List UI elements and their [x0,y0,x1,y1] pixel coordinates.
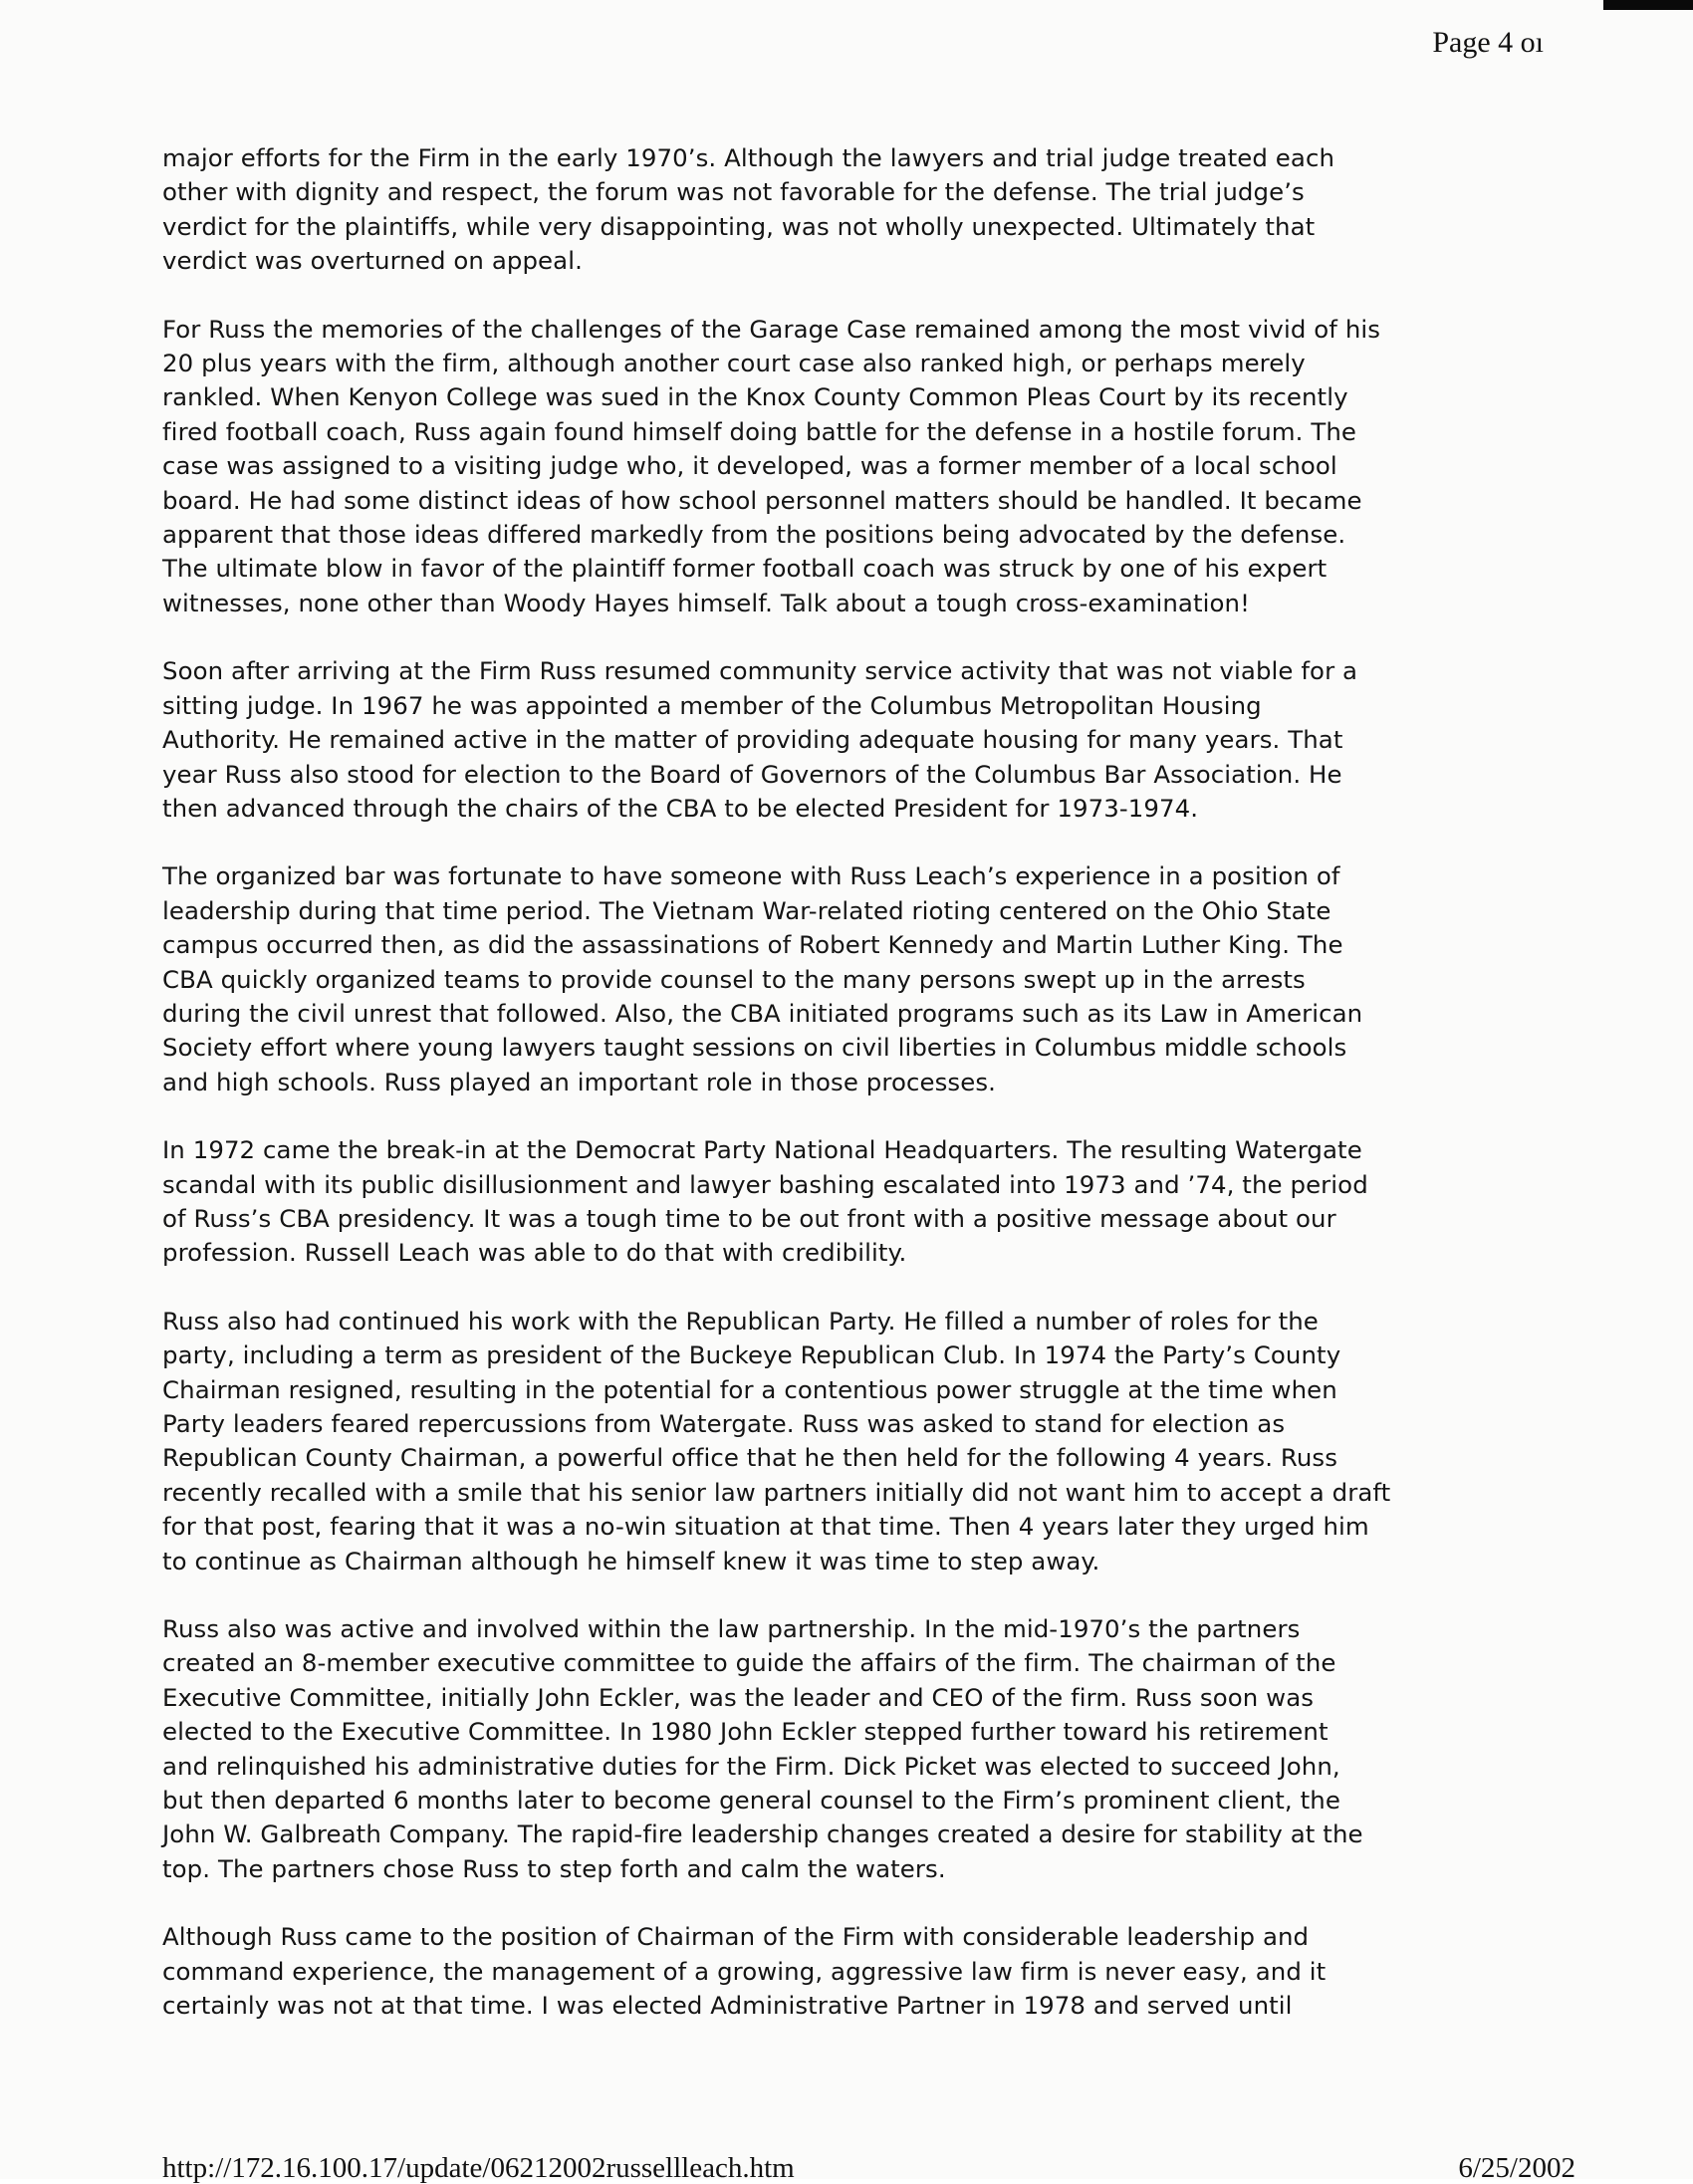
paragraph-chairman-of-firm: Although Russ came to the position of Chairman of the Firm with considerable leadership and command experience, the management of a growing, aggressive law firm is never easy, and it certainly was not at that time. I was elected Administrative Partner in 1978 and served until [162,1922,1327,2021]
paragraph-law-partnership: Russ also was active and involved within the law partnership. In the mid-1970’s the partners created an 8-member executive committee to guide the affairs of the firm. The chairman of the Executive Committee, initially John Eckler, was the leader and CEO of the firm. Russ soon was elected to the Executive Committee. In 1980 John Eckler stepped further toward his retirement and relinquished his administrative duties for the Firm. Dick Picket was elected to succeed John, but then departed 6 months later to become general counsel to the Firm’s prominent client, the John W. Galbreath Company. The rapid-fire leadership changes created a desire for stability at the top. The partners chose Russ to step forth and calm the waters. [162,1614,1363,1883]
footer-date: 6/25/2002 [1458,2152,1575,2184]
footer-url-link[interactable]: http://172.16.100.17/update/06212002russellleach.htm [162,2152,795,2184]
paragraph-kenyon-college-case: For Russ the memories of the challenges of the Garage Case remained among the most vivid of his 20 plus years with the firm, although another court case also ranked high, or perhaps merely rankled. When Kenyon College was sued in the Knox County Common Pleas Court by its recently fired football coach, Russ again found himself doing battle for the defense in a hostile forum. The case was assigned to a visiting judge who, it developed, was a former member of a local school board. He had some distinct ideas of how school personnel matters should be handled. It became apparent that those ideas differed markedly from the positions being advocated by the defense. The ultimate blow in favor of the plaintiff former football coach was struck by one of his expert witnesses, none other than Woody Hayes himself. Talk about a tough cross-examination! [162,314,1381,617]
scan-corner-mark [1603,0,1693,10]
paragraph-organized-bar: The organized bar was fortunate to have someone with Russ Leach’s experience in a position of leadership during that time period. The Vietnam War-related rioting centered on the Ohio State campus occurred then, as did the assassinations of Robert Kennedy and Martin Luther King. The CBA quickly organized teams to provide counsel to the many persons swept up in the arrests during the civil unrest that followed. Also, the CBA initiated programs such as its Law in American Society effort where young lawyers taught sessions on civil liberties in Columbus middle schools and high schools. Russ played an important role in those processes. [162,861,1363,1096]
paragraph-watergate: In 1972 came the break-in at the Democrat Party National Headquarters. The resulting Watergate scandal with its public disillusionment and lawyer bashing escalated into 1973 and ’74, the period of Russ’s CBA presidency. It was a tough time to be out front with a positive message about our profession. Russell Leach was able to do that with credibility. [162,1135,1368,1268]
document-body [162,141,1576,2058]
paragraph-garage-case-verdict: major efforts for the Firm in the early 1970’s. Although the lawyers and trial judge treated each other with dignity and respect, the forum was not favorable for the defense. The trial judge’s verdict for the plaintiffs, while very disappointing, was not wholly unexpected. Ultimately that verdict was overturned on appeal. [162,143,1335,276]
paragraph-community-service: Soon after arriving at the Firm Russ resumed community service activity that was not viable for a sitting judge. In 1967 he was appointed a member of the Columbus Metropolitan Housing Authority. He remained active in the matter of providing adequate housing for many years. That year Russ also stood for election to the Board of Governors of the Columbus Bar Association. He then advanced through the chairs of the CBA to be elected President for 1973-1974. [162,656,1358,823]
paragraph-republican-party: Russ also had continued his work with the Republican Party. He filled a number of roles for the party, including a term as president of the Buckeye Republican Club. In 1974 the Party’s County Chairman resigned, resulting in the potential for a contentious power struggle at the time when Party leaders feared repercussions from Watergate. Russ was asked to stand for election as Republican County Chairman, a powerful office that he then held for the following 4 years. Russ recently recalled with a smile that his senior law partners initially did not want him to accept a draft for that post, fearing that it was a no-win situation at that time. Then 4 years later they urged him to continue as Chairman although he himself knew it was time to step away. [162,1306,1391,1576]
page-number: Page 4 oı [1432,26,1544,59]
